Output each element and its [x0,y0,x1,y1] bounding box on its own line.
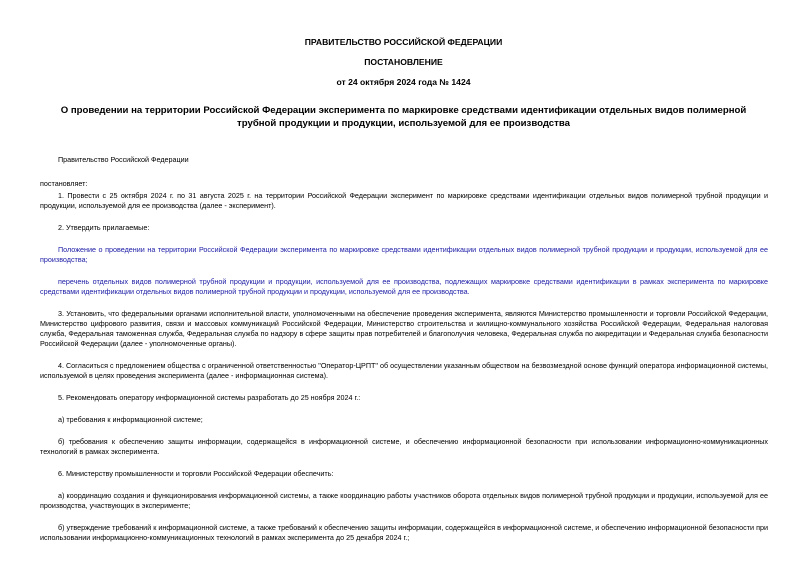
paragraph-3: 3. Установить, что федеральными органами исполнительной власти, уполномоченными на обеспечение проведения эксперимента, являются Министерство промышленности и торговли Российской Федерации, Министерство цифрового развития, связи и массовых коммуникаций Российской Федерации, Министерство строительства и жилищно-коммунального хозяйства Российской Федерации, Федеральная налоговая служба, Федеральная таможенная служба, Федеральная служба по надзору в сфере защиты прав потребителей и благополучия человека, Федеральная служба по аккредитации и Федеральная служба безопасности Российской Федерации (далее - уполномоченные органы). [40,309,768,348]
paragraph-6: 6. Министерству промышленности и торговли Российской Федерации обеспечить: [58,469,334,478]
paragraph-5a: а) требования к информационной системе; [58,415,203,424]
paragraph-6b: б) утверждение требований к информационной системе, а также требований к обеспечению защиты информации, содержащейся в информационной системе, и обеспечению информационной безопасности при использовании информационно-коммуникационных технологий в рамках эксперимента до 25 декабря 2024 г.; [40,523,768,542]
regulation-link[interactable]: Положение о проведении на территории Российской Федерации эксперимента по маркировке средствами идентификации отдельных видов полимерной трубной продукции и продукции, используемой для ее производства; [40,245,768,264]
paragraph-2: 2. Утвердить прилагаемые: [58,223,150,232]
paragraph-5: 5. Рекомендовать оператору информационной системы разработать до 25 ноября 2024 г.: [58,393,361,402]
government-heading: ПРАВИТЕЛЬСТВО РОССИЙСКОЙ ФЕДЕРАЦИИ [304,37,503,47]
date-number: от 24 октября 2024 года № 1424 [336,77,471,87]
paragraph-5b: б) требования к обеспечению защиты информации, содержащейся в информационной системе, и обеспечению информационной безопасности при использовании информационно-коммуникационных технологий в рамках эксперимента. [40,437,768,456]
document-body [40,155,768,555]
document-title: О проведении на территории Российской Федерации эксперимента по маркировке средствами идентификации отдельных видов полимерной трубной продукции и продукции, используемой для ее производства [60,105,747,129]
document-type: ПОСТАНОВЛЕНИЕ [364,57,443,67]
intro-text: Правительство Российской Федерации [58,155,189,164]
paragraph-1: 1. Провести с 25 октября 2024 г. по 31 августа 2025 г. на территории Российской Федерации эксперимент по маркировке средствами идентификации отдельных видов полимерной трубной продукции и продукции, используемой для ее производства (далее - эксперимент). [40,191,768,210]
resolves-text: постановляет: [40,179,88,188]
product-list-link[interactable]: перечень отдельных видов полимерной трубной продукции и продукции, используемой для ее производства, подлежащих маркировке средствами идентификации в рамках эксперимента по маркировке средствами идентификации отдельных видов полимерной трубной продукции и продукции, используемой для ее производства. [40,277,768,296]
paragraph-4: 4. Согласиться с предложением общества с ограниченной ответственностью "Оператор-ЦРПТ" об осуществлении указанным обществом на безвозмездной основе функций оператора информационной системы, используемой в целях проведения эксперимента (далее - информационная система). [40,361,768,380]
paragraph-6a: а) координацию создания и функционирования информационной системы, а также координацию работы участников оборота отдельных видов полимерной трубной продукции и продукции, используемой для ее производства, участвующих в эксперименте; [40,491,768,510]
